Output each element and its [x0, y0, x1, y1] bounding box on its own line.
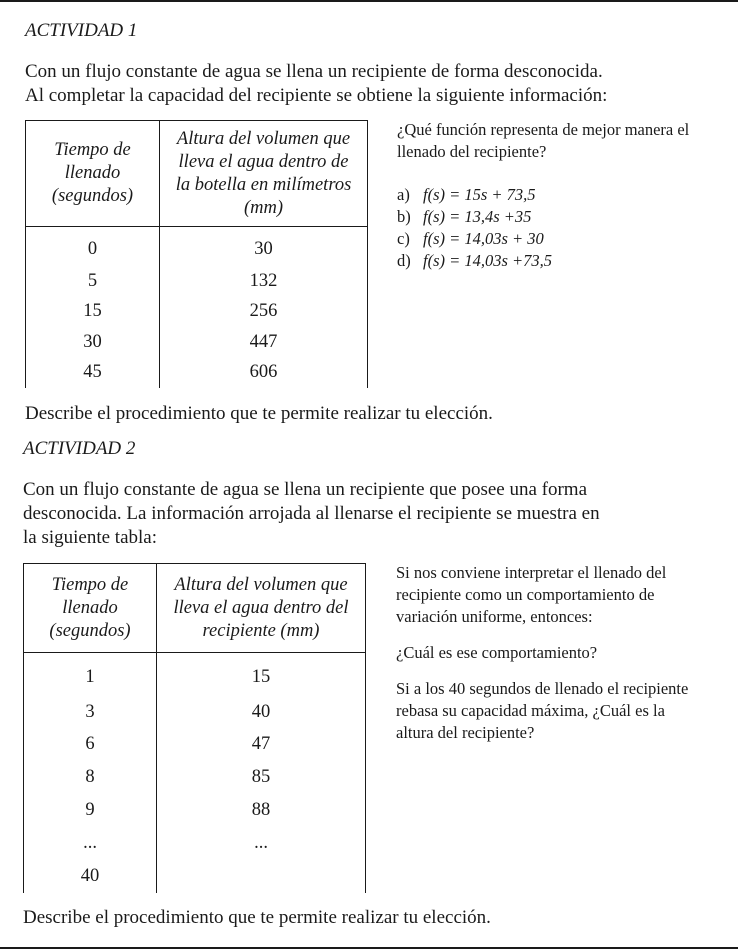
intro-line: desconocida. La información arrojada al llenarse el recipiente se muestra en: [23, 503, 600, 524]
side-paragraph: Si a los 40 segundos de llenado el recipiente rebasa su capacidad máxima, ¿Cuál es la altura del recipiente?: [396, 679, 689, 742]
table-row: [24, 860, 366, 893]
table-row: [24, 728, 366, 761]
intro-line: Con un flujo constante de agua se llena un recipiente que posee una forma: [23, 479, 587, 500]
height-cell: 447: [160, 327, 368, 357]
option-a: [397, 184, 697, 206]
height-cell: 15: [157, 653, 366, 696]
option-letter: b): [397, 207, 411, 226]
height-cell: 40: [157, 696, 366, 729]
height-cell: 47: [157, 728, 366, 761]
activity-2-side-text: [396, 562, 706, 744]
table-row: [24, 794, 366, 827]
activity-2-title: ACTIVIDAD 2: [23, 438, 136, 459]
activity-2-table: [23, 563, 366, 893]
height-cell: 606: [160, 358, 368, 388]
activity-2-closing: Describe el procedimiento que te permite realizar tu elección.: [23, 907, 491, 928]
time-cell: 6: [24, 728, 157, 761]
time-cell: 15: [26, 297, 160, 327]
height-cell: 30: [160, 227, 368, 267]
header-height: Altura del volumen que lleva el agua dentro del recipiente (mm): [157, 564, 366, 653]
intro-line: la siguiente tabla:: [23, 527, 158, 548]
height-cell: 88: [157, 794, 366, 827]
height-cell: 132: [160, 266, 368, 296]
table-row: [26, 266, 368, 296]
header-time: Tiempo de llenado (segundos): [24, 564, 157, 653]
table-row: [26, 327, 368, 357]
activity-1-options: [397, 184, 697, 272]
table-row: [24, 761, 366, 794]
table-row: [24, 653, 366, 696]
table-row: [26, 297, 368, 327]
height-cell: 85: [157, 761, 366, 794]
intro-line: Al completar la capacidad del recipiente se obtiene la siguiente información:: [25, 85, 608, 106]
time-cell: 8: [24, 761, 157, 794]
option-letter: a): [397, 185, 410, 204]
option-formula: f(s) = 15s + 73,5: [423, 185, 536, 204]
option-letter: d): [397, 251, 411, 270]
activity-2-intro: [23, 478, 723, 550]
activity-1-intro: [25, 60, 725, 108]
time-cell: 5: [26, 266, 160, 296]
time-cell: 9: [24, 794, 157, 827]
option-letter: c): [397, 229, 410, 248]
time-cell: 1: [24, 653, 157, 696]
option-formula: f(s) = 13,4s +35: [423, 207, 532, 226]
side-paragraph: Si nos conviene interpretar el llenado del recipiente como un comportamiento de variación uniforme, entonces:: [396, 563, 667, 626]
option-c: [397, 228, 697, 250]
table-row: [26, 227, 368, 267]
side-paragraph: ¿Cuál es ese comportamiento?: [396, 643, 598, 662]
time-cell: ...: [24, 827, 157, 860]
activity-1-title: ACTIVIDAD 1: [25, 20, 138, 41]
option-formula: f(s) = 14,03s +73,5: [423, 251, 553, 270]
header-height: Altura del volumen que lleva el agua dentro de la botella en milímetros (mm): [160, 121, 368, 227]
top-rule: [0, 0, 738, 2]
activity-1-table: [25, 120, 368, 388]
option-d: [397, 250, 697, 272]
table-row: [26, 358, 368, 388]
time-cell: 3: [24, 696, 157, 729]
time-cell: 0: [26, 227, 160, 267]
intro-line: Con un flujo constante de agua se llena un recipiente de forma desconocida.: [25, 61, 603, 82]
table-row: [24, 696, 366, 729]
option-formula: f(s) = 14,03s + 30: [423, 229, 544, 248]
bottom-rule: [0, 947, 738, 949]
time-cell: 40: [24, 860, 157, 893]
header-time: Tiempo de llenado (segundos): [26, 121, 160, 227]
height-cell: [157, 860, 366, 893]
activity-1-closing: Describe el procedimiento que te permite realizar tu elección.: [25, 403, 493, 424]
height-cell: 256: [160, 297, 368, 327]
option-b: [397, 206, 697, 228]
time-cell: 30: [26, 327, 160, 357]
activity-1-question: ¿Qué función representa de mejor manera el llenado del recipiente?: [397, 120, 690, 161]
table-row: [24, 827, 366, 860]
time-cell: 45: [26, 358, 160, 388]
height-cell: ...: [157, 827, 366, 860]
